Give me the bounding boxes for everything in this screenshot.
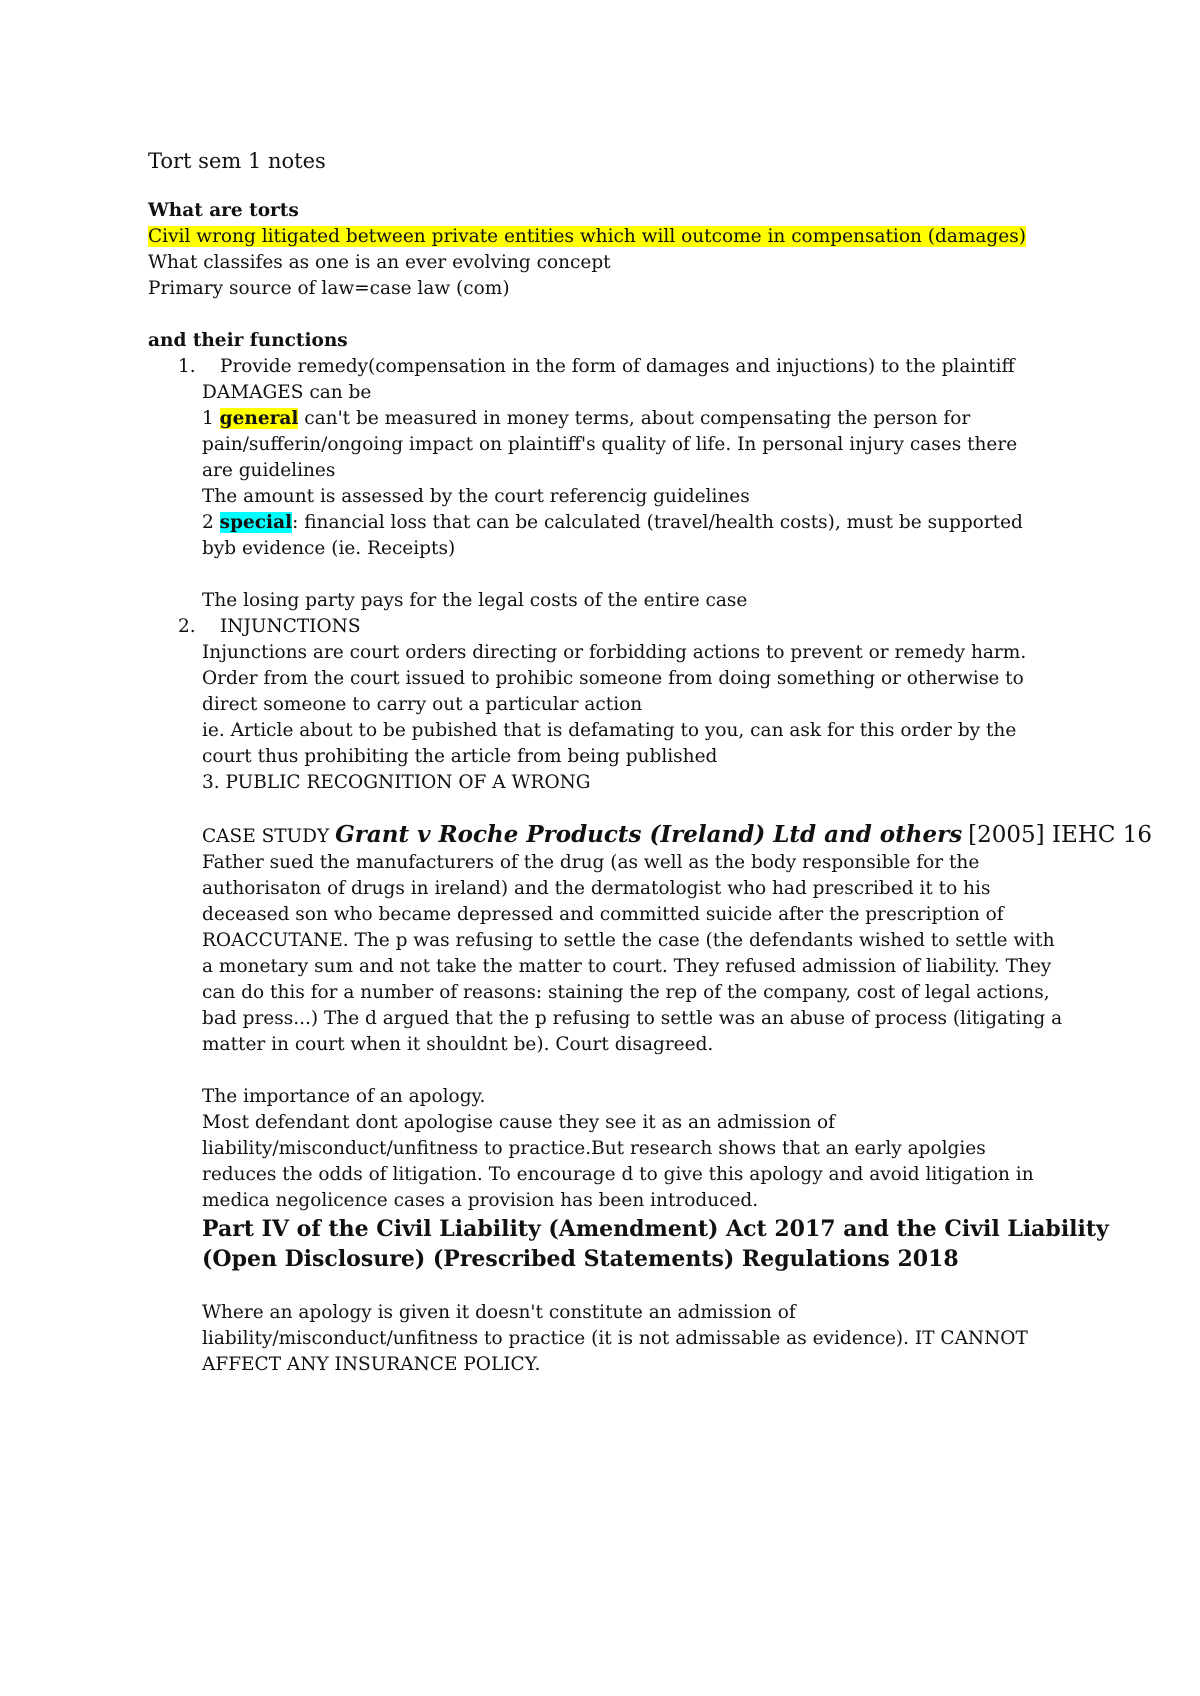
- case-line-6: can do this for a number of reasons: staining the rep of the company, cost of legal actions,: [202, 982, 1050, 1003]
- list-number: 2.: [178, 616, 196, 637]
- apology-heading: The importance of an apology.: [202, 1086, 486, 1107]
- amount-line: The amount is assessed by the court referencig guidelines: [202, 486, 750, 507]
- injunction-line-2: Order from the court issued to prohibic someone from doing something or otherwise to: [202, 668, 1024, 689]
- injunction-line-3: direct someone to carry out a particular action: [202, 694, 643, 715]
- special-keyword: special: [219, 512, 293, 533]
- apology-line-4: medica negolicence cases a provision has been introduced.: [202, 1190, 759, 1211]
- public-recognition-line: 3. PUBLIC RECOGNITION OF A WRONG: [202, 772, 591, 793]
- injunction-line-5: court thus prohibiting the article from being published: [202, 746, 718, 767]
- case-name: Grant v Roche Products (Ireland) Ltd and others: [335, 821, 963, 848]
- case-line-2: authorisaton of drugs in ireland) and the dermatologist who had prescribed it to his: [202, 878, 991, 899]
- case-study-heading: [202, 822, 1152, 850]
- case-prefix: CASE STUDY: [202, 826, 330, 847]
- general-rest: can't be measured in money terms, about compensating the person for: [304, 408, 971, 429]
- where-line-1: Where an apology is given it doesn't constitute an admission of: [202, 1302, 796, 1323]
- function-1-text: Provide remedy(compensation in the form of damages and injuctions) to the plaintiff: [220, 356, 1015, 377]
- special-line: [202, 510, 1023, 536]
- case-line-4: ROACCUTANE. The p was refusing to settle the case (the defendants wished to settle with: [202, 930, 1055, 951]
- losing-line: The losing party pays for the legal costs of the entire case: [202, 590, 748, 611]
- injunction-line-1: Injunctions are court orders directing or forbidding actions to prevent or remedy harm.: [202, 642, 1027, 663]
- legislation-heading-1: Part IV of the Civil Liability (Amendment) Act 2017 and the Civil Liability: [202, 1216, 1109, 1242]
- case-line-5: a monetary sum and not take the matter to court. They refused admission of liability. They: [202, 956, 1052, 977]
- case-line-3: deceased son who became depressed and committed suicide after the prescription of: [202, 904, 1004, 925]
- injunction-line-4: ie. Article about to be pubished that is defamating to you, can ask for this order by the: [202, 720, 1017, 741]
- general-line: [202, 406, 970, 432]
- definition-line: [148, 224, 1026, 250]
- list-number: 1.: [178, 356, 196, 377]
- apology-line-2: liability/misconduct/unfitness to practice.But research shows that an early apolgies: [202, 1138, 986, 1159]
- classify-line: What classifes as one is an ever evolving concept: [148, 252, 611, 273]
- doc-title: Tort sem 1 notes: [148, 149, 326, 173]
- where-line-2: liability/misconduct/unfitness to practice (it is not admissable as evidence). IT CANNOT: [202, 1328, 1028, 1349]
- general-line-2: pain/sufferin/ongoing impact on plaintiff's quality of life. In personal injury cases there: [202, 434, 1018, 455]
- general-keyword: general: [219, 408, 299, 429]
- case-line-1: Father sued the manufacturers of the drug (as well as the body responsible for the: [202, 852, 980, 873]
- what-heading: What are torts: [148, 200, 299, 221]
- apology-line-1: Most defendant dont apologise cause they see it as an admission of: [202, 1112, 835, 1133]
- apology-line-3: reduces the odds of litigation. To encourage d to give this apology and avoid litigation in: [202, 1164, 1034, 1185]
- highlighted-definition: Civil wrong litigated between private entities which will outcome in compensation (damages): [148, 226, 1026, 247]
- special-number: 2: [202, 512, 214, 533]
- legislation-heading-2: (Open Disclosure) (Prescribed Statements) Regulations 2018: [202, 1246, 959, 1272]
- source-line: Primary source of law=case law (com): [148, 278, 510, 299]
- case-line-7: bad press...) The d argued that the p refusing to settle was an abuse of process (litigating a: [202, 1008, 1063, 1029]
- case-line-8: matter in court when it shouldnt be). Court disagreed.: [202, 1034, 714, 1055]
- functions-heading: and their functions: [148, 330, 348, 351]
- case-citation: [2005] IEHC 16: [968, 822, 1152, 848]
- where-line-3: AFFECT ANY INSURANCE POLICY.: [202, 1354, 541, 1375]
- general-line-3: are guidelines: [202, 460, 336, 481]
- function-2-text: INJUNCTIONS: [220, 616, 361, 637]
- general-number: 1: [202, 408, 214, 429]
- special-rest: : financial loss that can be calculated (travel/health costs), must be supported: [292, 512, 1023, 533]
- damages-can-be: DAMAGES can be: [202, 382, 372, 403]
- special-line-2: byb evidence (ie. Receipts): [202, 538, 456, 559]
